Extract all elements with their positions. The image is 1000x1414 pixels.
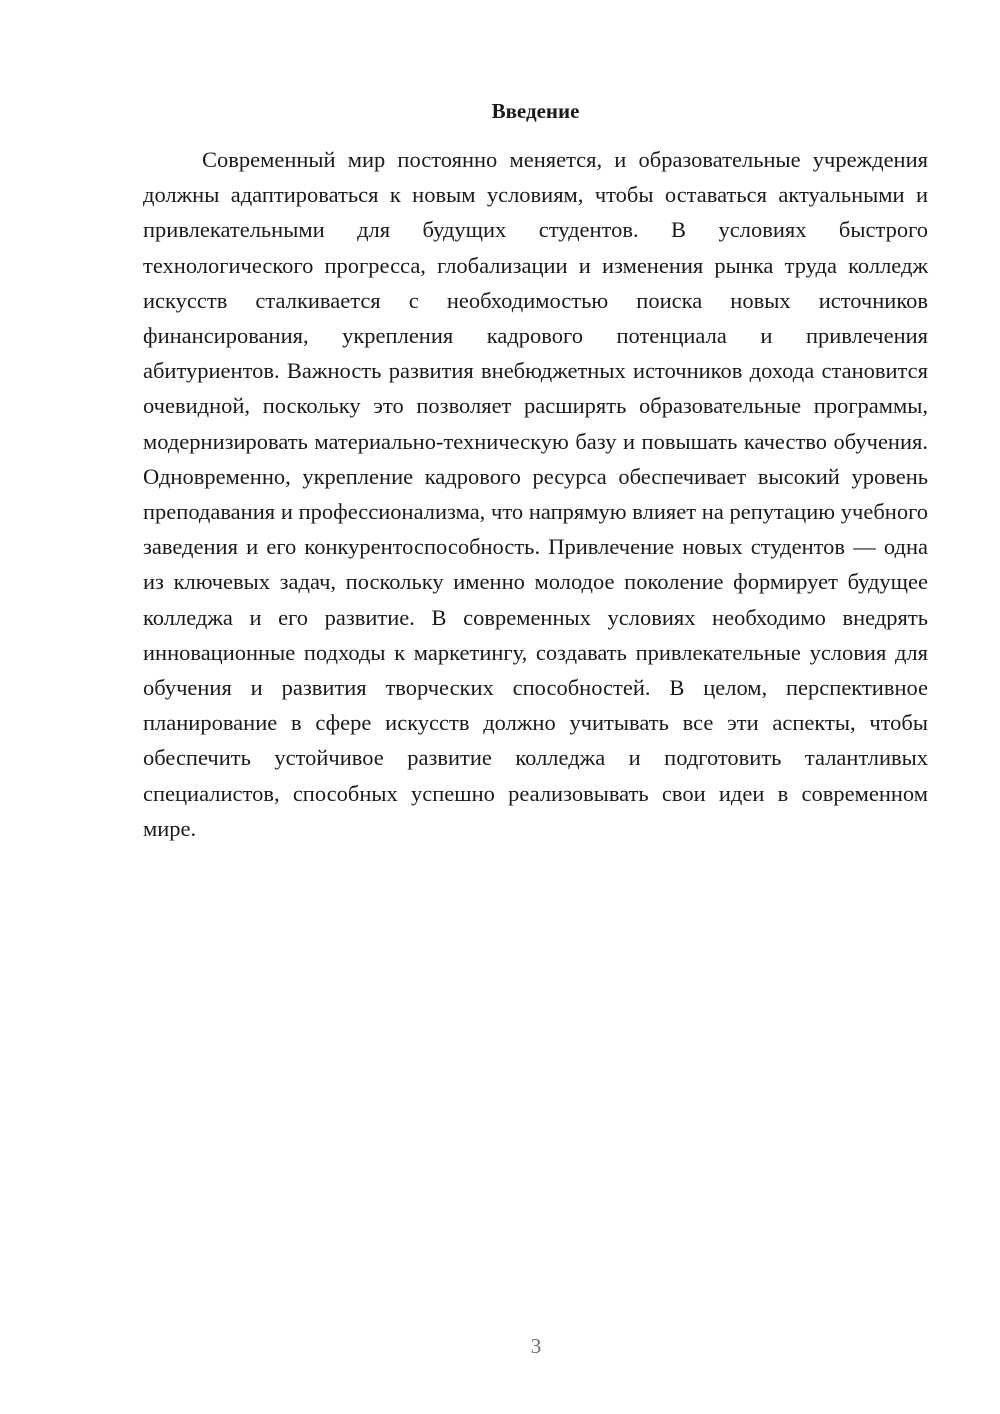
page-number: 3	[530, 1334, 542, 1358]
body-paragraph: Современный мир постоянно меняется, и образовательные учреждения должны адаптироваться к новым условиям, чтобы оставаться актуальными и привлекательными для будущих студентов. В условиях быстрого технологического прогресса, глобализации и изменения рынка труда колледж искусств сталкивается с необходимостью поиска новых источников финансирования, укрепления кадрового потенциала и привлечения абитуриентов. Важность развития внебюджетных источников дохода становится очевидной, поскольку это позволяет расширять образовательные программы, модернизировать материально-техническую базу и повышать качество обучения. Одновременно, укрепление кадрового ресурса обеспечивает высокий уровень преподавания и профессионализма, что напрямую влияет на репутацию учебного заведения и его конкурентоспособность. Привлечение новых студентов — одна из ключевых задач, поскольку именно молодое поколение формирует будущее колледжа и его развитие. В современных условиях необходимо внедрять инновационные подходы к маркетингу, создавать привлекательные условия для обучения и развития творческих способностей. В целом, перспективное планирование в сфере искусств должно учитывать все эти аспекты, чтобы обеспечить устойчивое развитие колледжа и подготовить талантливых специалистов, способных успешно реализовывать свои идеи в современном мире.	[143, 147, 928, 841]
section-heading: Введение	[491, 99, 580, 123]
